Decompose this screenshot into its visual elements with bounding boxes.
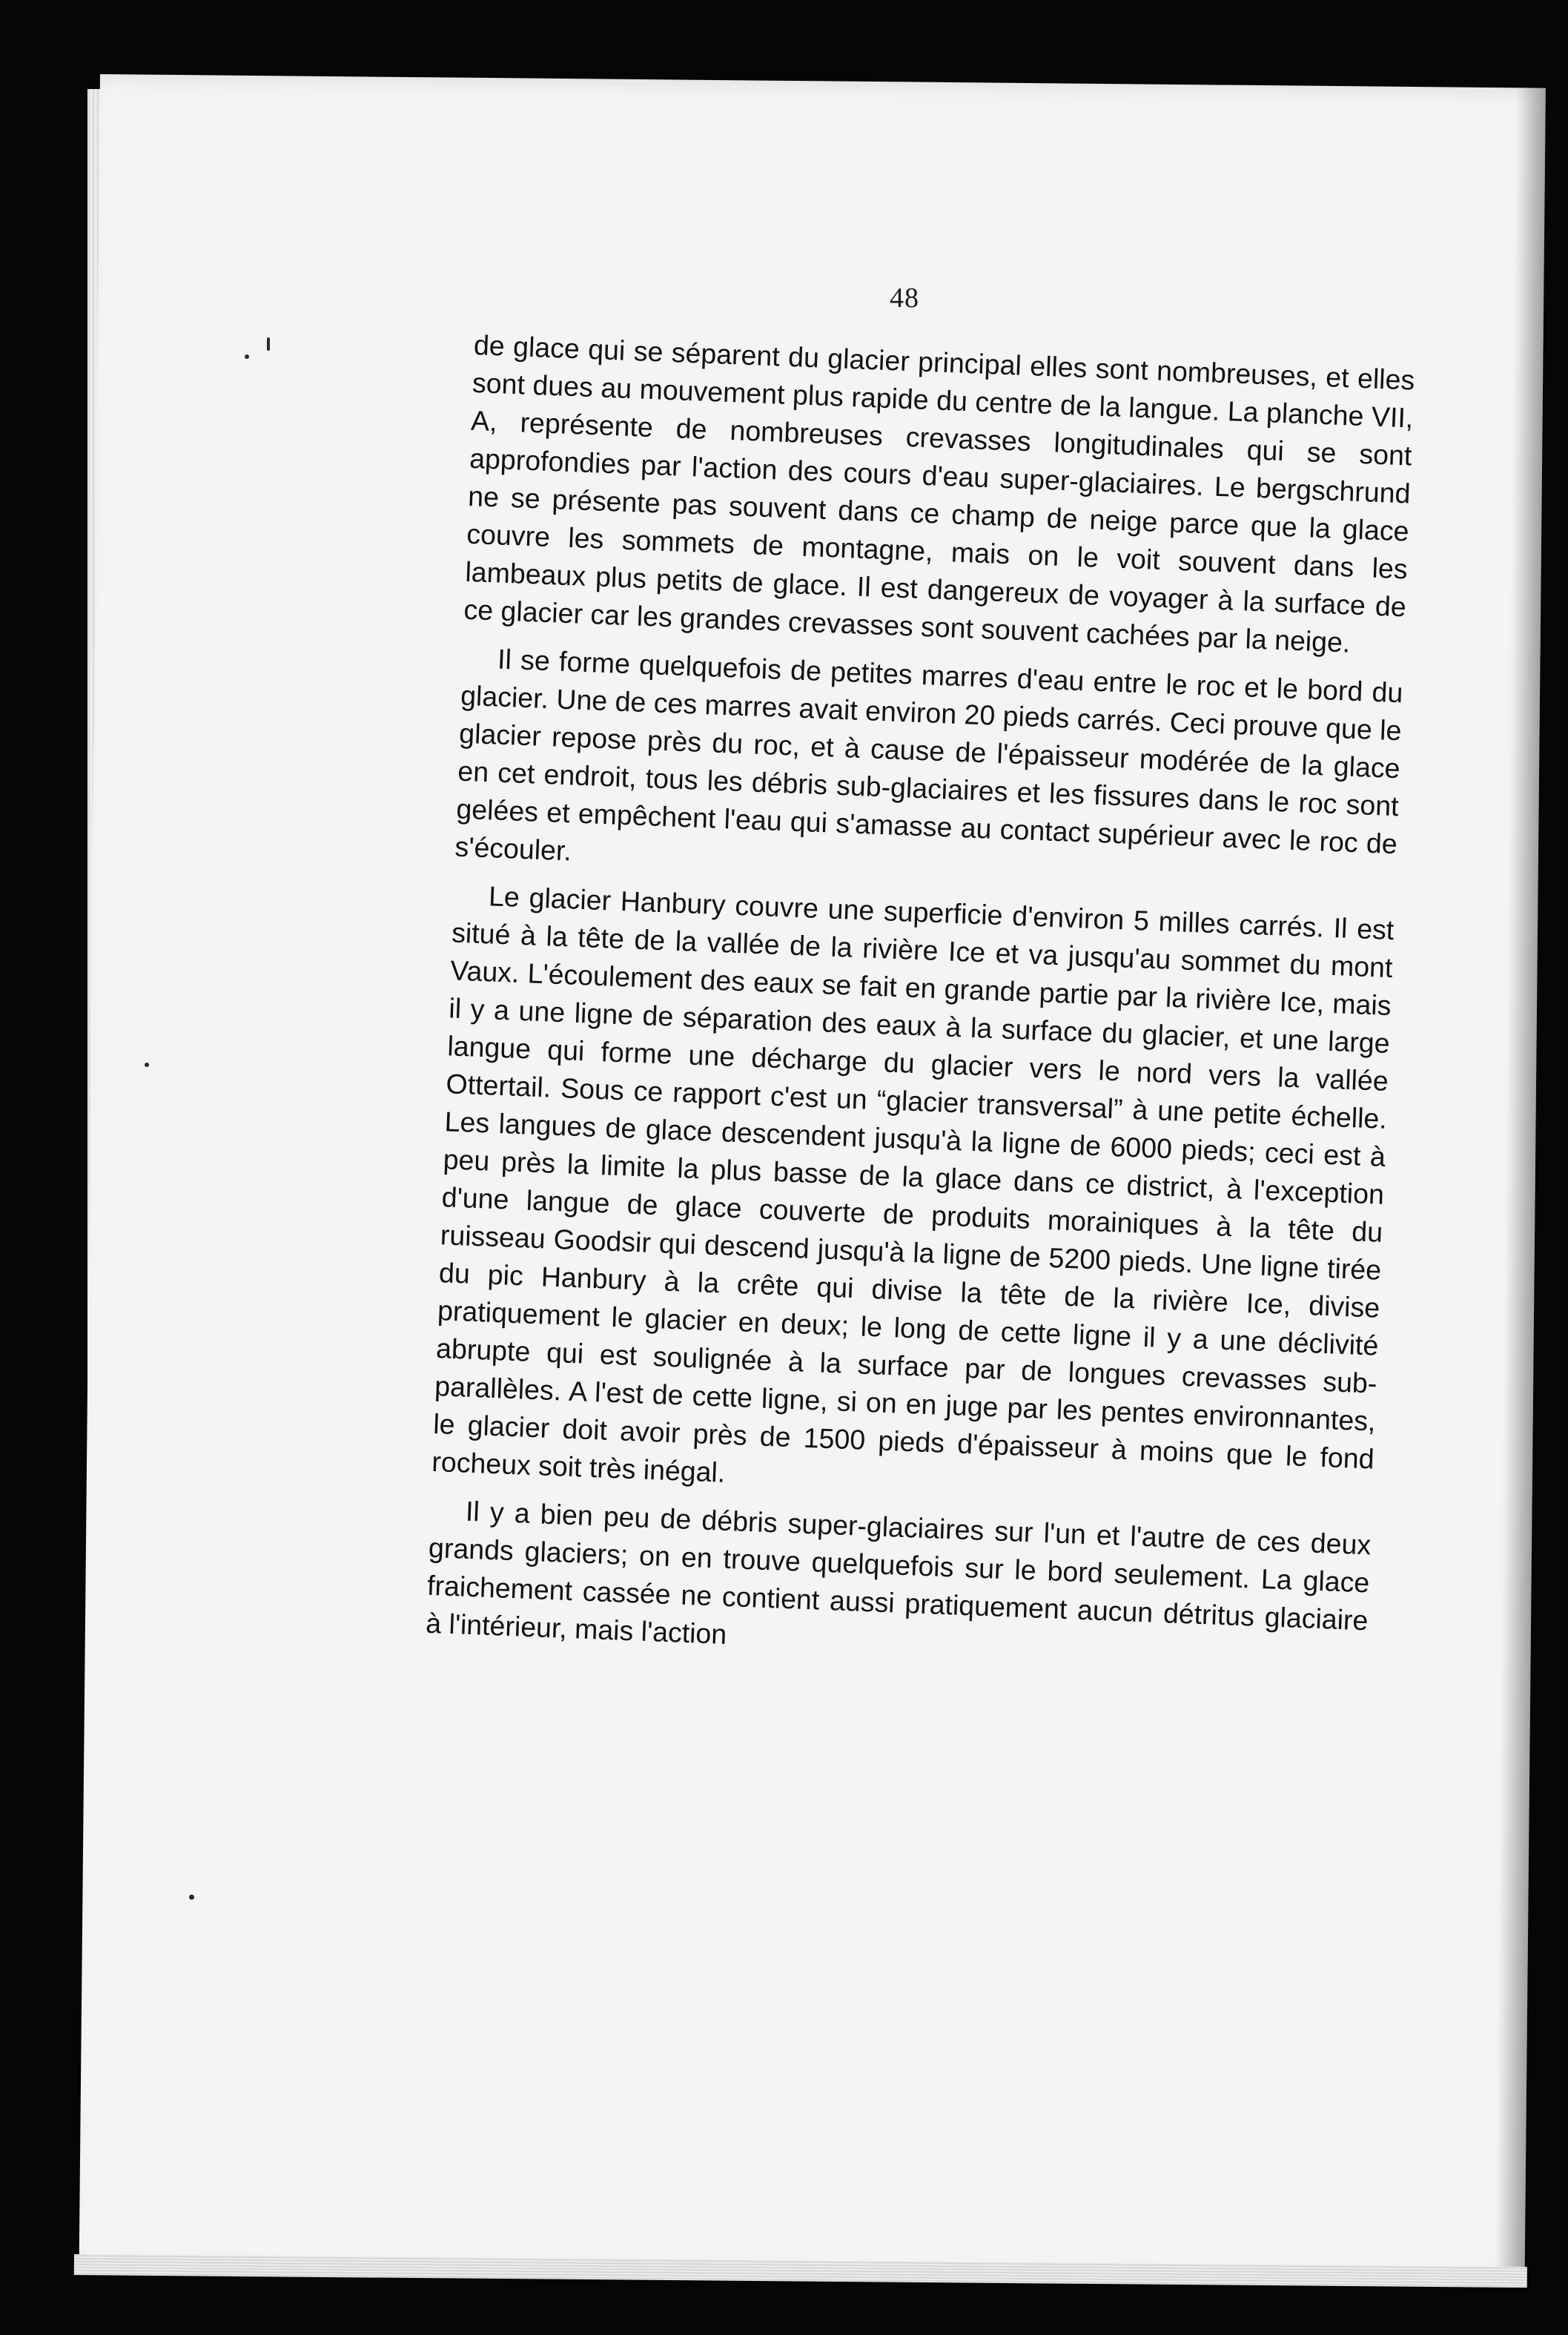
scan-speck	[189, 1895, 194, 1900]
page-number: 48	[890, 283, 919, 314]
page-shadow	[1495, 87, 1545, 2282]
page-body	[425, 326, 1415, 1677]
scan-speck	[267, 337, 270, 351]
paragraph: de glace qui se séparent du glacier principal elles sont nombreuses, et elles sont dues au mouvement plus rapide du centre de la langue. La planche VII, A, représente de nombreuses crevasses longitudinales qui se sont approfondies par l'action des cours d'eau super-glaciaires. Le bergschrund ne se présente pas souvent dans ce champ de neige parce que la glace couvre les sommets de montagne, mais on le voit souvent dans les lambeaux plus petits de glace. Il est dangereux de voyager à la surface de ce glacier car les grandes crevasses sont souvent cachées par la neige.	[463, 328, 1415, 658]
paragraph: Il se forme quelquefois de petites marres d'eau entre le roc et le bord du glacier. Une de ces marres avait environ 20 pieds carrés. Ceci prouve que le glacier repose près du roc, et à cause de l'épaisseur modérée de la glace en cet endroit, tous les débris sub-glaciaires et les fissures dans le roc sont gelées et empêchent l'eau qui s'amasse au contact supérieur avec le roc de s'écouler.	[454, 643, 1404, 867]
scan-speck	[245, 354, 249, 359]
scan-speck	[145, 1063, 149, 1067]
paragraph: Il y a bien peu de débris super-glaciaires sur l'un et l'autre de ces deux grands glaciers; on en trouve quelquefois sur le bord seulement. La glace fraichement cassée ne contient aussi pratiquement aucun détritus glaciaire à l'intérieur, mais l'action	[425, 1495, 1372, 1650]
paragraph: Le glacier Hanbury couvre une superficie d'environ 5 milles carrés. Il est situé à la tête de la vallée de la rivière Ice et va jusqu'au sommet du mont Vaux. L'écoulement des eaux se fait en grande partie par la rivière Ice, mais il y a une ligne de séparation des eaux à la surface du glacier, et une large langue qui forme une décharge du glacier vers le nord vers la vallée Ottertail. Sous ce rapport c'est un “glacier transversal” à une petite échelle. Les langues de glace descendent jusqu'à la ligne de 6000 pieds; ceci est à peu près la limite la plus basse de la glace dans ce district, à l'exception d'une langue de glace couverte de produits morainiques à la tête du ruisseau Goodsir qui descend jusqu'à la ligne de 5200 pieds. Une ligne tirée du pic Hanbury à la crête qui divise la tête de la rivière Ice, divise pratiquement le glacier en deux; le long de cette ligne il y a une déclivité abrupte qui est soulignée à la surface par de longues crevasses sub-parallèles. A l'est de cette ligne, si on en juge par les pentes environnantes, le glacier doit avoir près de 1500 pieds d'épaisseur à moins que le fond rocheux soit très inégal.	[431, 880, 1395, 1488]
